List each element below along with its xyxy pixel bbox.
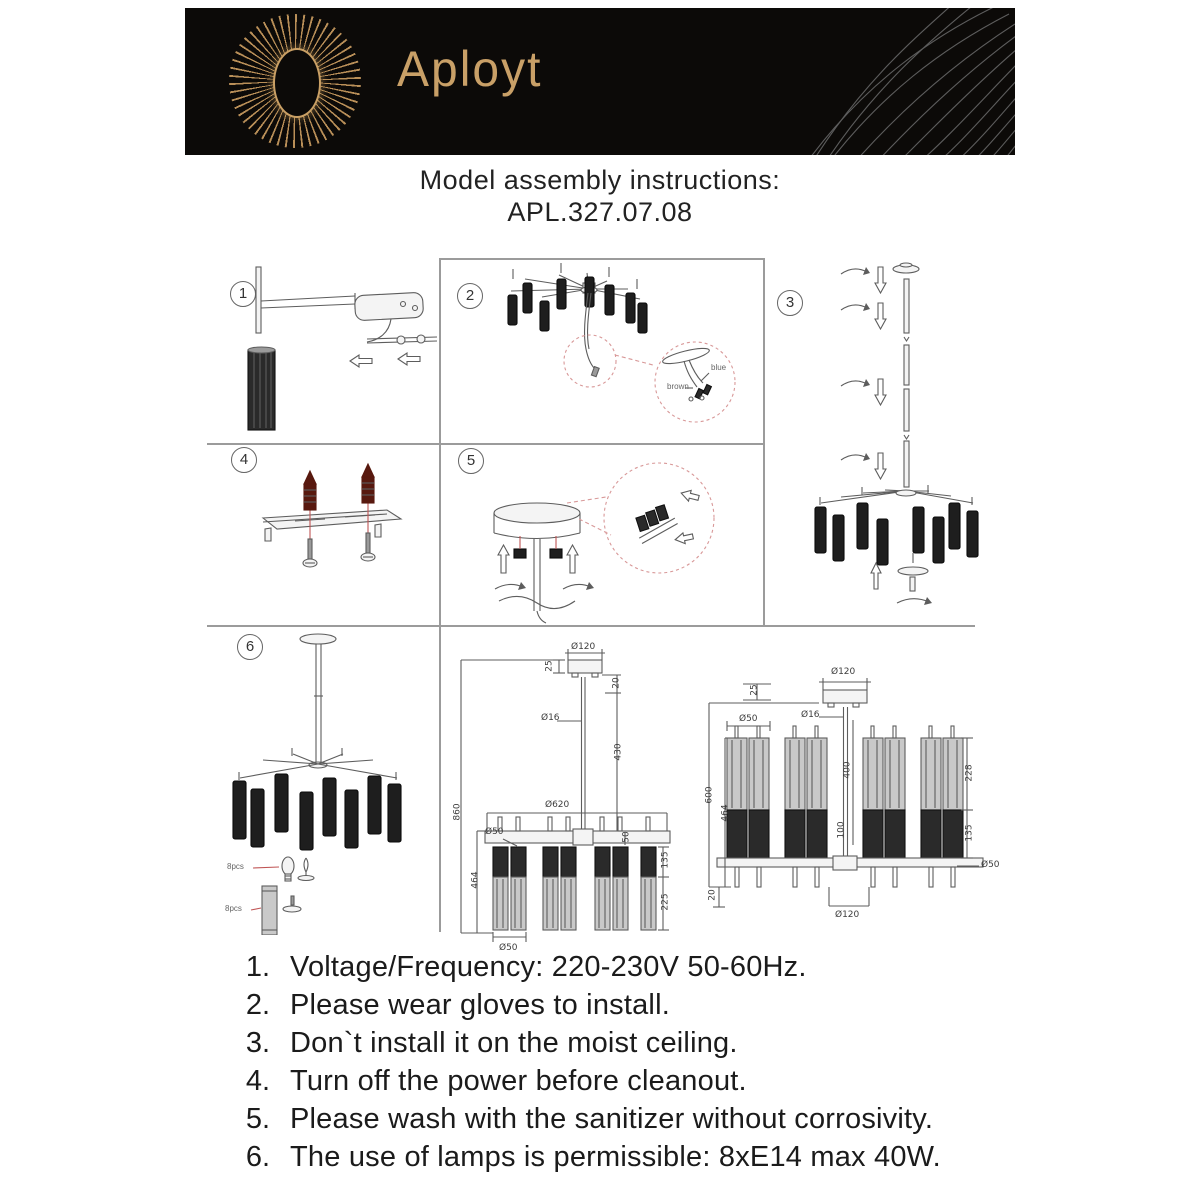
side-view-drawing xyxy=(695,660,1005,950)
dim-label: 464 xyxy=(470,871,481,889)
dim-label: 50 xyxy=(621,831,632,843)
step-number-6: 6 xyxy=(237,634,263,660)
dim-label: 100 xyxy=(836,821,847,839)
dim-label: Ø120 xyxy=(835,910,860,920)
dim-label: 400 xyxy=(842,761,853,779)
shade-part-icon xyxy=(262,886,277,935)
dim-label: 860 xyxy=(452,803,463,821)
step-5-diagram xyxy=(439,443,763,626)
dim-label: Ø16 xyxy=(801,710,820,720)
item-number: 6. xyxy=(245,1141,270,1173)
step-4-diagram xyxy=(205,443,439,626)
model-number: APL.327.07.08 xyxy=(507,197,693,227)
bulb-icon xyxy=(282,857,294,881)
step-2-diagram xyxy=(439,257,763,443)
item-text: The use of lamps is permissible: 8xE14 max 40W. xyxy=(290,1141,941,1173)
front-view-drawing xyxy=(445,635,725,960)
terminal-block-icon xyxy=(632,503,680,544)
finial-icon xyxy=(298,858,314,881)
down-arrow-icon xyxy=(875,267,886,479)
dim-label: 228 xyxy=(964,764,975,782)
bracket-drawing xyxy=(205,443,439,626)
dim-label: 25 xyxy=(544,660,555,672)
list-item xyxy=(238,1065,998,1103)
decorative-rays-icon xyxy=(715,8,1015,155)
dim-label: 25 xyxy=(749,684,760,696)
wire-label-blue: blue xyxy=(711,363,727,372)
brand-banner xyxy=(185,8,1015,155)
item-number: 2. xyxy=(245,989,270,1021)
dim-label: 430 xyxy=(613,743,624,761)
item-number: 4. xyxy=(245,1065,270,1097)
step-6-diagram xyxy=(205,626,439,935)
bulb-count-label: 8pcs xyxy=(227,862,244,871)
dim-label: 135 xyxy=(964,824,975,842)
item-text: Turn off the power before cleanout. xyxy=(290,1065,747,1097)
dim-label: 600 xyxy=(704,786,715,804)
dim-label: 20 xyxy=(611,677,622,689)
rod-assembly-drawing xyxy=(763,257,1015,626)
step-3-diagram xyxy=(763,257,1015,626)
item-text: Voltage/Frequency: 220-230V 50-60Hz. xyxy=(290,951,807,983)
shade-columns xyxy=(493,847,656,930)
wiring-drawing xyxy=(439,257,763,443)
item-number: 1. xyxy=(245,951,270,983)
dim-label: Ø50 xyxy=(981,860,1000,870)
step-1-diagram xyxy=(205,257,439,443)
wire-label-brown: brown xyxy=(667,382,689,391)
dim-label: 225 xyxy=(660,893,671,911)
item-text: Please wear gloves to install. xyxy=(290,989,670,1021)
item-number: 5. xyxy=(245,1103,270,1135)
dim-label: Ø620 xyxy=(545,800,570,810)
dim-label: Ø16 xyxy=(541,713,560,723)
dim-label: 464 xyxy=(720,804,731,822)
side-technical-view xyxy=(695,660,1005,950)
dim-label: Ø120 xyxy=(571,642,596,652)
dim-label: Ø50 xyxy=(499,943,518,953)
item-text: Please wash with the sanitizer without corrosivity. xyxy=(290,1103,934,1135)
dim-label: 20 xyxy=(707,889,718,901)
shade-count-label: 8pcs xyxy=(225,904,242,913)
dim-label: Ø50 xyxy=(485,827,504,837)
list-item xyxy=(238,1027,998,1065)
list-item xyxy=(238,951,998,989)
step-number-4: 4 xyxy=(231,447,257,473)
step-number-3: 3 xyxy=(777,290,803,316)
brand-name: Aployt xyxy=(397,41,543,98)
dim-label: Ø120 xyxy=(831,667,856,677)
instruction-list xyxy=(238,951,998,1179)
item-number: 3. xyxy=(245,1027,270,1059)
list-item xyxy=(238,1103,998,1141)
canopy-fixing-drawing xyxy=(439,443,763,626)
front-technical-view xyxy=(445,635,725,960)
page-title: Model assembly instructions: xyxy=(419,165,781,195)
step-number-1: 1 xyxy=(230,281,256,307)
screw-icon xyxy=(303,533,375,567)
finished-fixture-drawing xyxy=(205,626,439,935)
rotate-arrow-icon xyxy=(841,267,870,461)
step-number-5: 5 xyxy=(458,448,484,474)
anchor-icon xyxy=(304,464,374,510)
list-item xyxy=(238,989,998,1027)
starburst-logo-core xyxy=(273,48,321,118)
step-number-2: 2 xyxy=(457,283,483,309)
mount-part-icon xyxy=(283,896,301,912)
dim-label: 135 xyxy=(660,851,671,869)
item-text: Don`t install it on the moist ceiling. xyxy=(290,1027,738,1059)
list-item xyxy=(238,1141,998,1179)
dim-label: Ø50 xyxy=(739,714,758,724)
arm-shade-drawing xyxy=(205,257,439,443)
